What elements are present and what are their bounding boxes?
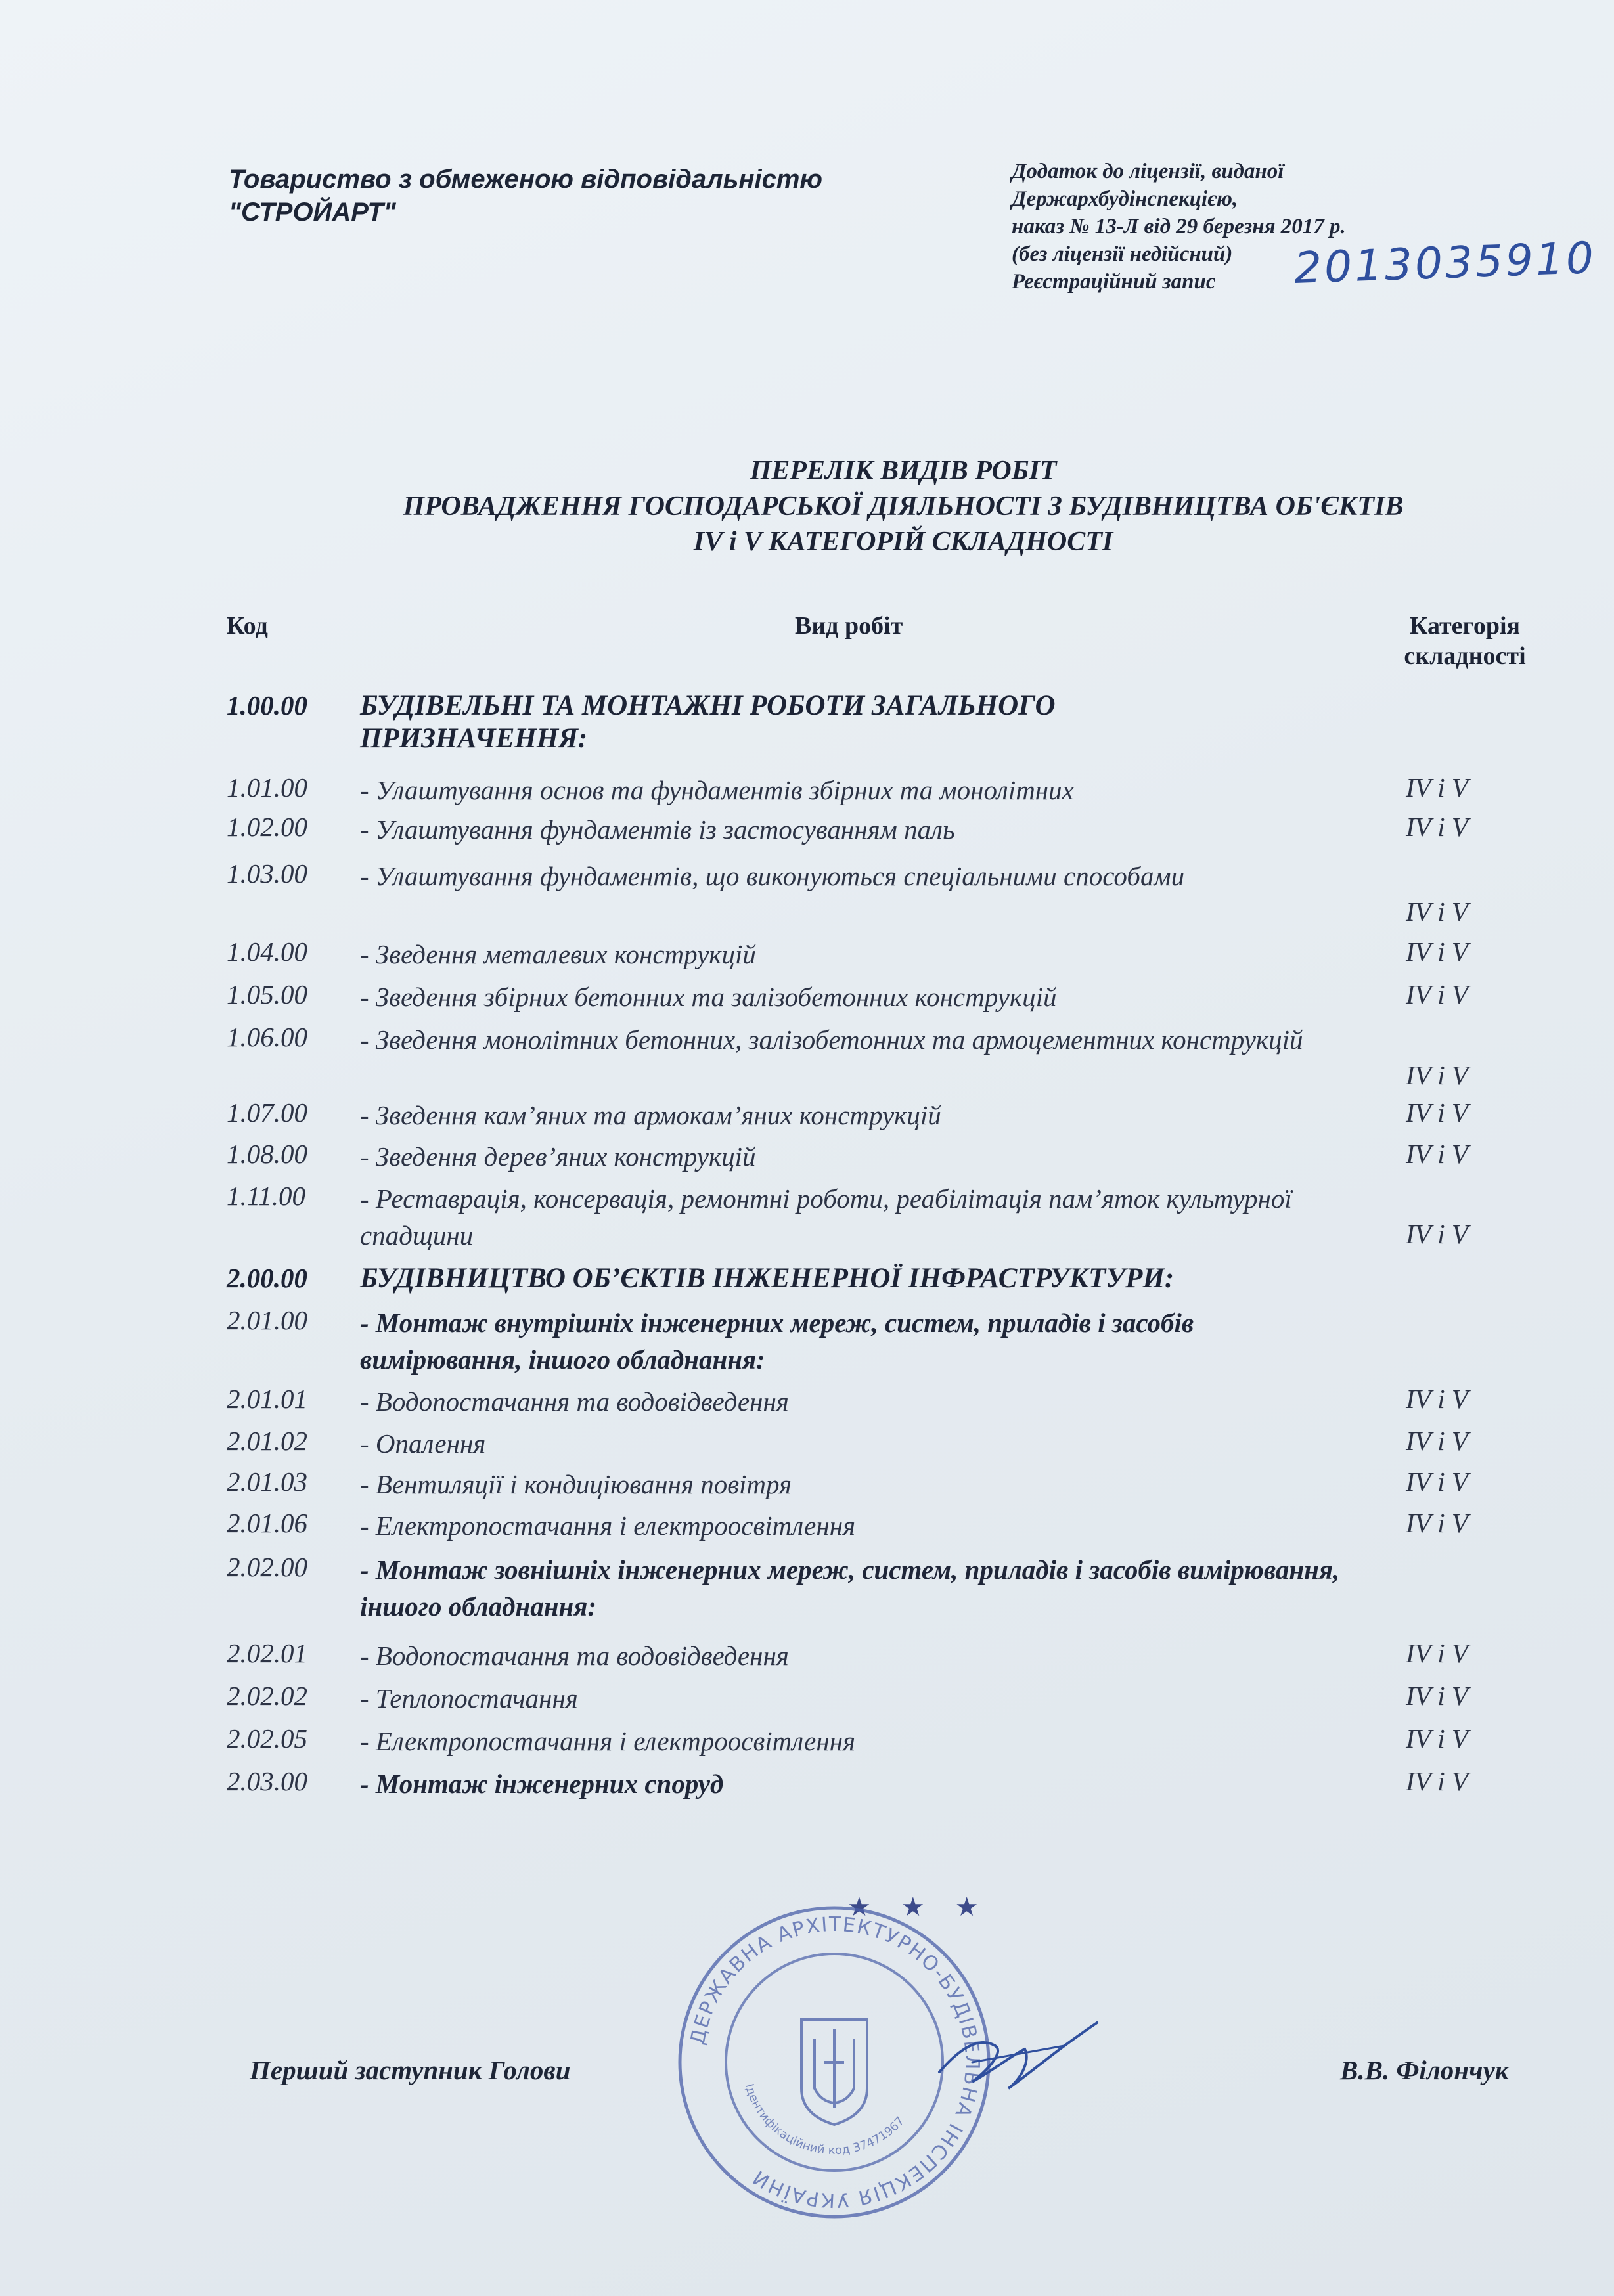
row-work: - Улаштування основ та фундаментів збірних та монолітних bbox=[360, 775, 1074, 805]
license-annex-note bbox=[1012, 158, 1598, 296]
signatory-name: В.В. Філончук bbox=[1340, 2055, 1509, 2085]
row-code: 1.04.00 bbox=[227, 937, 307, 967]
row-category: IV і V bbox=[1406, 1139, 1468, 1169]
document-title bbox=[164, 453, 1614, 560]
row-category: IV і V bbox=[1406, 1384, 1468, 1414]
row-code: 2.01.03 bbox=[227, 1467, 307, 1497]
row-work: - Улаштування фундаментів із застосуванням паль bbox=[360, 814, 955, 845]
header-category-line-1: Категорія bbox=[1409, 612, 1521, 640]
row-code: 1.06.00 bbox=[227, 1022, 307, 1052]
row-work: - Зведення дерев’яних конструкцій bbox=[360, 1141, 756, 1172]
header-category-line-2: складності bbox=[1404, 642, 1526, 670]
row-code: 2.01.00 bbox=[227, 1305, 307, 1335]
title-line-3: IV і V КАТЕГОРІЙ СКЛАДНОСТІ bbox=[693, 527, 1113, 557]
row-category: IV і V bbox=[1406, 1097, 1468, 1128]
row-work: - Зведення монолітних бетонних, залізобетонних та армоцементних конструкцій bbox=[360, 1025, 1303, 1055]
row-work: БУДІВЕЛЬНІ ТА МОНТАЖНІ РОБОТИ ЗАГАЛЬНОГО ПРИЗНАЧЕННЯ: bbox=[360, 690, 1056, 754]
annex-line-1: Додаток до ліцензії, виданої bbox=[1012, 160, 1284, 183]
row-code: 1.07.00 bbox=[227, 1097, 307, 1128]
annex-line-3: наказ № 13-Л від 29 березня 2017 р. bbox=[1012, 215, 1346, 238]
row-code: 2.01.06 bbox=[227, 1508, 307, 1538]
row-work: - Реставрація, консервація, ремонтні роботи, реабілітація пам’яток культурної спадщини bbox=[360, 1183, 1292, 1250]
row-code: 2.02.00 bbox=[227, 1552, 307, 1582]
row-code: 1.02.00 bbox=[227, 812, 307, 842]
row-category: IV і V bbox=[1406, 1060, 1468, 1090]
row-code: 1.11.00 bbox=[227, 1181, 305, 1211]
row-category: IV і V bbox=[1406, 1426, 1468, 1456]
row-code: 2.00.00 bbox=[227, 1263, 307, 1293]
row-category: IV і V bbox=[1406, 979, 1468, 1009]
row-work: - Монтаж інженерних споруд bbox=[360, 1769, 724, 1799]
header-category bbox=[1373, 611, 1557, 671]
company-name bbox=[229, 163, 951, 229]
row-code: 1.08.00 bbox=[227, 1139, 307, 1169]
annex-line-5: Реєстраційний запис bbox=[1012, 270, 1216, 294]
row-category: IV і V bbox=[1406, 1766, 1468, 1796]
row-code: 2.02.02 bbox=[227, 1681, 307, 1711]
row-code: 2.01.02 bbox=[227, 1426, 307, 1456]
row-work: - Вентиляції і кондиціювання повітря bbox=[360, 1469, 792, 1499]
row-code: 1.05.00 bbox=[227, 979, 307, 1009]
row-category: IV і V bbox=[1406, 1467, 1468, 1497]
row-work: - Зведення металевих конструкцій bbox=[360, 939, 756, 969]
row-work: - Опалення bbox=[360, 1428, 486, 1459]
company-line-2: "СТРОЙАРТ" bbox=[229, 198, 396, 227]
handwritten-signature bbox=[933, 2010, 1104, 2102]
seal-inner-text: Ідентифікаційний код 37471967 bbox=[742, 2082, 908, 2158]
row-work: - Електропостачання і електроосвітлення bbox=[360, 1726, 856, 1756]
header-code: Код bbox=[227, 612, 268, 640]
row-category: IV і V bbox=[1406, 1219, 1468, 1249]
row-work: - Монтаж внутрішніх інженерних мереж, систем, приладів і засобів вимірювання, іншого обладнання: bbox=[360, 1308, 1194, 1375]
row-category: IV і V bbox=[1406, 772, 1468, 803]
header-work: Вид робіт bbox=[795, 612, 903, 640]
row-code: 2.02.05 bbox=[227, 1723, 307, 1754]
row-work: - Улаштування фундаментів, що виконуються спеціальними способами bbox=[360, 861, 1185, 891]
row-work: - Зведення збірних бетонних та залізобетонних конструкцій bbox=[360, 982, 1057, 1012]
row-category: IV і V bbox=[1406, 1681, 1468, 1711]
row-work: - Теплопостачання bbox=[360, 1683, 578, 1713]
stamp-stars: ★ ★ ★ bbox=[847, 1892, 991, 1922]
seal-ring-text: ДЕРЖАВНА АРХІТЕКТУРНО-БУДІВЕЛЬНА ІНСПЕКЦІЯ УКРАЇНИ bbox=[686, 1912, 984, 2212]
row-code: 1.03.00 bbox=[227, 858, 307, 889]
row-category: IV і V bbox=[1406, 1638, 1468, 1668]
row-work: - Зведення кам’яних та армокам’яних конструкцій bbox=[360, 1100, 941, 1130]
title-line-2: ПРОВАДЖЕННЯ ГОСПОДАРСЬКОЇ ДІЯЛЬНОСТІ З БУДІВНИЦТВА ОБ'ЄКТІВ bbox=[403, 491, 1404, 521]
row-code: 2.03.00 bbox=[227, 1766, 307, 1796]
trident-emblem-icon bbox=[801, 2020, 867, 2125]
row-category: IV і V bbox=[1406, 896, 1468, 927]
row-code: 2.01.01 bbox=[227, 1384, 307, 1414]
row-category: IV і V bbox=[1406, 1723, 1468, 1754]
annex-line-4: (без ліцензії недійсний) bbox=[1012, 242, 1233, 266]
row-code: 1.00.00 bbox=[227, 690, 307, 720]
company-line-1: Товариство з обмеженою відповідальністю bbox=[229, 165, 823, 194]
row-work: - Водопостачання та водовідведення bbox=[360, 1386, 789, 1417]
title-line-1: ПЕРЕЛІК ВИДІВ РОБІТ bbox=[750, 456, 1057, 486]
signatory-position: Перший заступник Голови bbox=[250, 2055, 571, 2085]
row-category: IV і V bbox=[1406, 812, 1468, 842]
row-work: - Монтаж зовнішніх інженерних мереж, систем, приладів і засобів вимірювання, іншого обладнання: bbox=[360, 1555, 1340, 1622]
row-work: - Водопостачання та водовідведення bbox=[360, 1641, 789, 1671]
annex-line-2: Держархбудінспекцією, bbox=[1012, 187, 1238, 211]
row-code: 1.01.00 bbox=[227, 772, 307, 803]
row-code: 2.02.01 bbox=[227, 1638, 307, 1668]
row-category: IV і V bbox=[1406, 937, 1468, 967]
row-work: - Електропостачання і електроосвітлення bbox=[360, 1511, 856, 1541]
row-work: БУДІВНИЦТВО ОБ’ЄКТІВ ІНЖЕНЕРНОЇ ІНФРАСТРУКТУРИ: bbox=[360, 1263, 1175, 1294]
row-category: IV і V bbox=[1406, 1508, 1468, 1538]
registration-number-handwritten: 2013035910 bbox=[1293, 232, 1598, 294]
